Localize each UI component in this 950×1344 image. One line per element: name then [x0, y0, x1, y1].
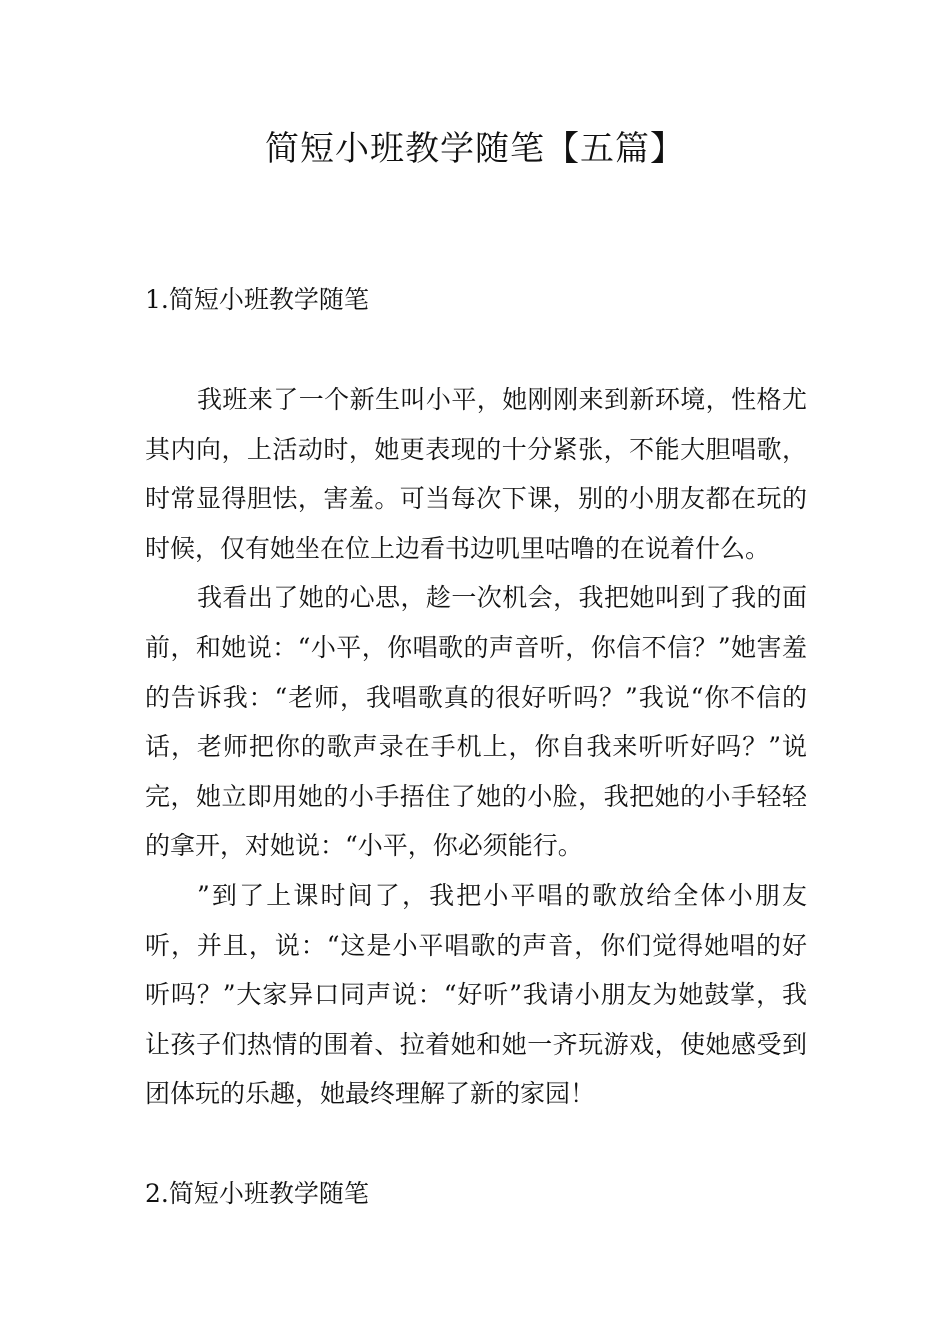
paragraph: 我看出了她的心思，趁一次机会，我把她叫到了我的面前，和她说：“小平，你唱歌的声音听，你信不信？”她害羞的告诉我：“老师，我唱歌真的很好听吗？”我说“你不信的话，老师把你的歌声录在手机上，你自我来听听好吗？”说完，她立即用她的小手捂住了她的小脸，我把她的小手轻轻的拿开，对她说：“小平，你必须能行。 [145, 583, 807, 861]
document-title: 简短小班教学随笔【五篇】 [265, 129, 685, 169]
paragraph: 我班来了一个新生叫小平，她刚刚来到新环境，性格尤其内向，上活动时，她更表现的十分紧张，不能大胆唱歌，时常显得胆怯，害羞。可当每次下课，别的小朋友都在玩的时候，仅有她坐在位上边看书边叽里咕噜的在说着什么。 [145, 385, 807, 563]
section-1-body [145, 375, 807, 1119]
section-1-heading: 1.简短小班教学随笔 [145, 285, 369, 314]
paragraph: ”到了上课时间了，我把小平唱的歌放给全体小朋友听，并且，说：“这是小平唱歌的声音，你们觉得她唱的好听吗？”大家异口同声说：“好听”我请小朋友为她鼓掌，我让孩子们热情的围着、拉着她和她一齐玩游戏，使她感受到团体玩的乐趣，她最终理解了新的家园！ [145, 880, 807, 1109]
section-2-heading: 2.简短小班教学随笔 [145, 1179, 369, 1208]
